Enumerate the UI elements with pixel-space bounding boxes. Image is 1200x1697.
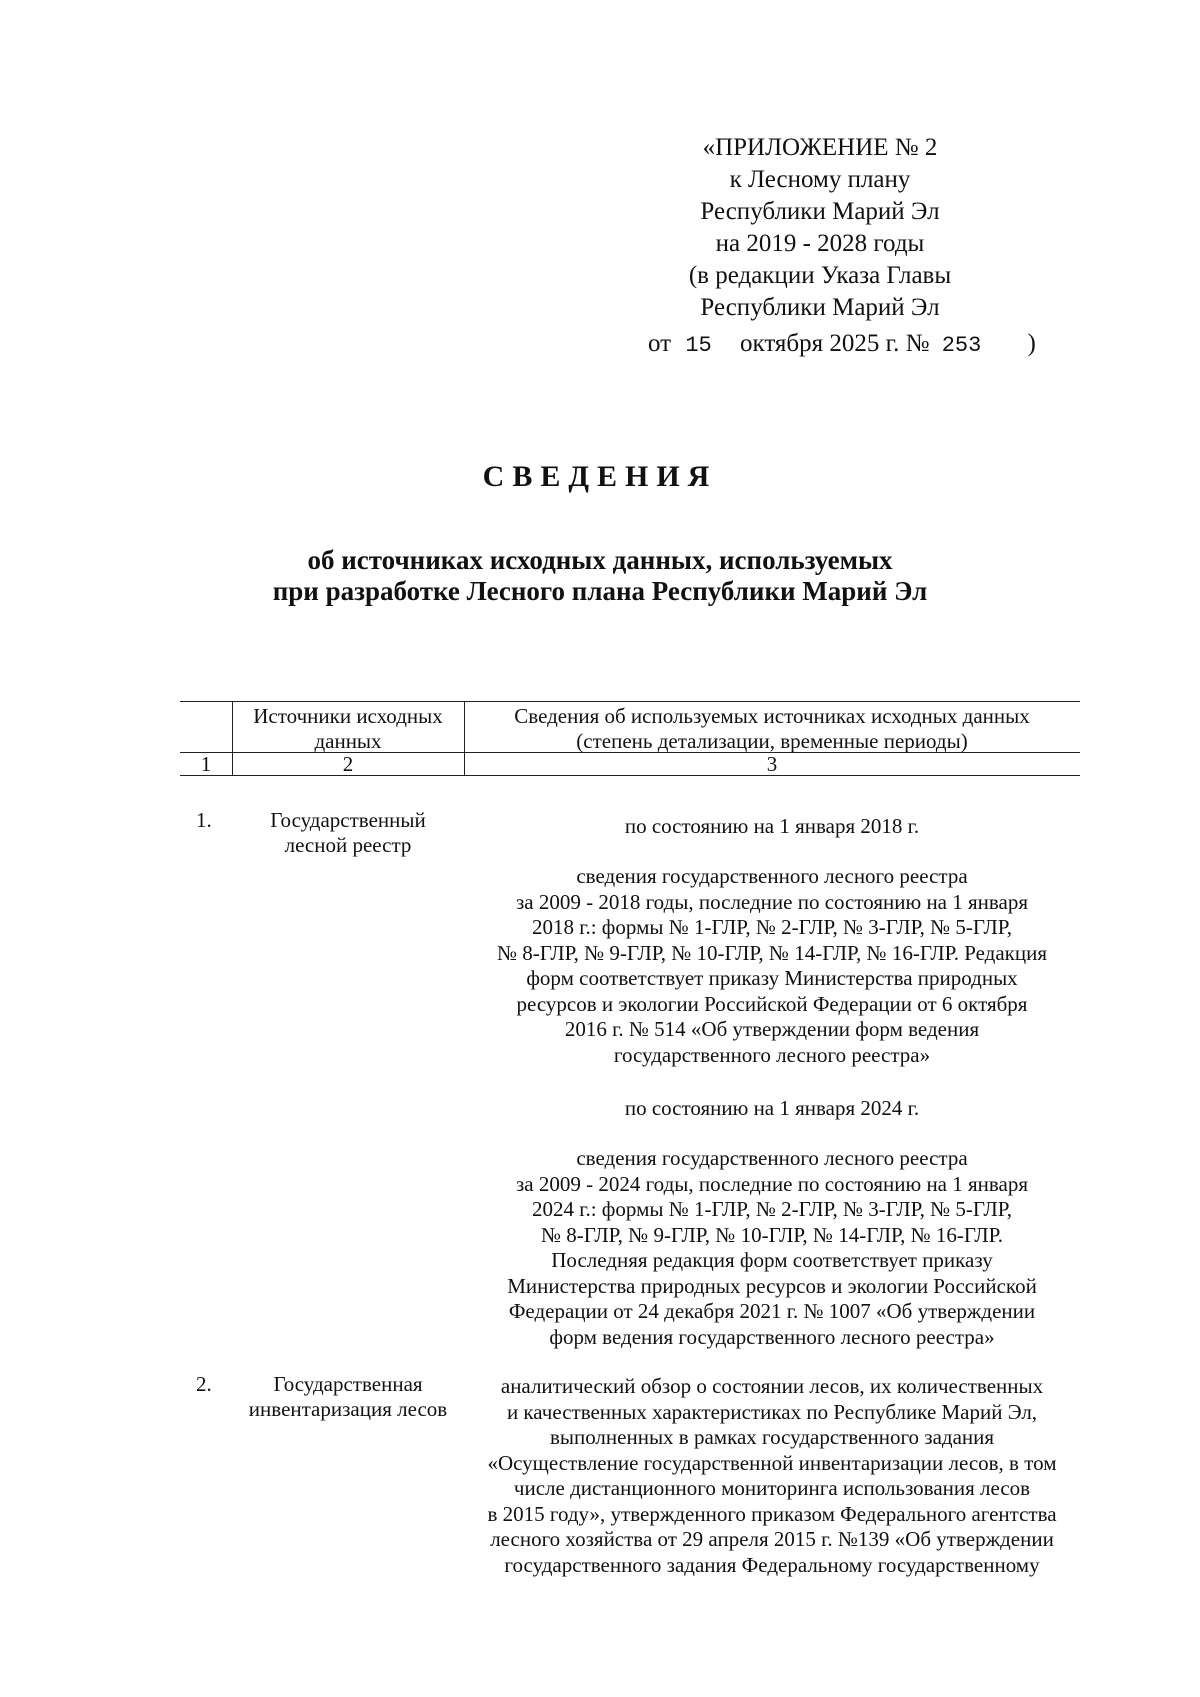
column-number-3: 3 <box>766 752 778 776</box>
header-date-line <box>648 330 1036 358</box>
row-number: 1. <box>196 808 212 832</box>
header-line-years: на 2019 - 2028 годы <box>715 230 925 257</box>
row-source: Государственная инвентаризация лесов <box>248 1372 448 1421</box>
document-subtitle-line2: при разработке Лесного плана Республики Марий Эл <box>272 576 928 606</box>
column-number-2: 2 <box>342 752 354 776</box>
row-number: 2. <box>196 1372 212 1396</box>
column-header-details: Сведения об используемых источниках исходных данных (степень детализации, временные периоды) <box>514 704 1030 753</box>
date-prefix: от <box>648 330 672 357</box>
table-col-divider-2 <box>464 701 465 775</box>
header-line-decree: (в редакции Указа Главы <box>688 262 952 289</box>
header-line-republic-2: Республики Марий Эл <box>700 294 940 321</box>
row-detail-block: по состоянию на 1 января 2018 г. <box>624 814 920 838</box>
date-suffix: ) <box>1027 330 1036 357</box>
header-line-forest-plan: к Лесному плану <box>729 166 911 193</box>
row-detail-block: сведения государственного лесного реестра за 2009 - 2018 годы, последние по состоянию на 1 января 2018 г.: формы № 1-ГЛР, № 2-ГЛР, № 3-ГЛР, № 5-ГЛР, № 8-ГЛР, № 9-ГЛР, № 10-ГЛР, № 14-ГЛР, № 16-ГЛР. Редакция форм соответствует приказу Министерства природных ресурсов и экологии Российской Федерации от 6 октября 2016 г. № 514 «Об утверждении форм ведения государственного лесного реестра» <box>497 864 1047 1067</box>
date-text: октября 2025 г. № <box>740 330 930 357</box>
header-appendix-number: «ПРИЛОЖЕНИЕ № 2 <box>702 134 938 161</box>
table-top-rule <box>180 701 1080 702</box>
date-day: 15 <box>685 333 712 358</box>
row-source: Государственный лесной реестр <box>270 808 426 857</box>
row-detail-block: аналитический обзор о состоянии лесов, их количественных и качественных характеристиках по Республике Марий Эл, выполненных в рамках государственного задания «Осуществление государственной инвентаризации лесов, в том числе дистанционного мониторинга использования лесов в 2015 году», утвержденного приказом Федерального агентства лесного хозяйства от 29 апреля 2015 г. №139 «Об утверждении государственного задания Федеральному государственному <box>487 1374 1057 1577</box>
document-title: СВЕДЕНИЯ <box>482 460 718 493</box>
column-number-1: 1 <box>200 752 212 776</box>
date-number: 253 <box>941 333 982 358</box>
table-col-divider-1 <box>232 701 233 775</box>
row-detail-block: по состоянию на 1 января 2024 г. <box>624 1096 920 1120</box>
document-subtitle-line1: об источниках исходных данных, используемых <box>307 545 893 575</box>
column-header-sources: Источники исходных данных <box>253 704 443 753</box>
row-detail-block: сведения государственного лесного реестра за 2009 - 2024 годы, последние по состоянию на 1 января 2024 г.: формы № 1-ГЛР, № 2-ГЛР, № 3-ГЛР, № 5-ГЛР, № 8-ГЛР, № 9-ГЛР, № 10-ГЛР, № 14-ГЛР, № 16-ГЛР. Последняя редакция форм соответствует приказу Министерства природных ресурсов и экологии Российской Федерации от 24 декабря 2021 г. № 1007 «Об утверждении форм ведения государственного лесного реестра» <box>507 1146 1037 1349</box>
header-line-republic: Республики Марий Эл <box>700 198 940 225</box>
